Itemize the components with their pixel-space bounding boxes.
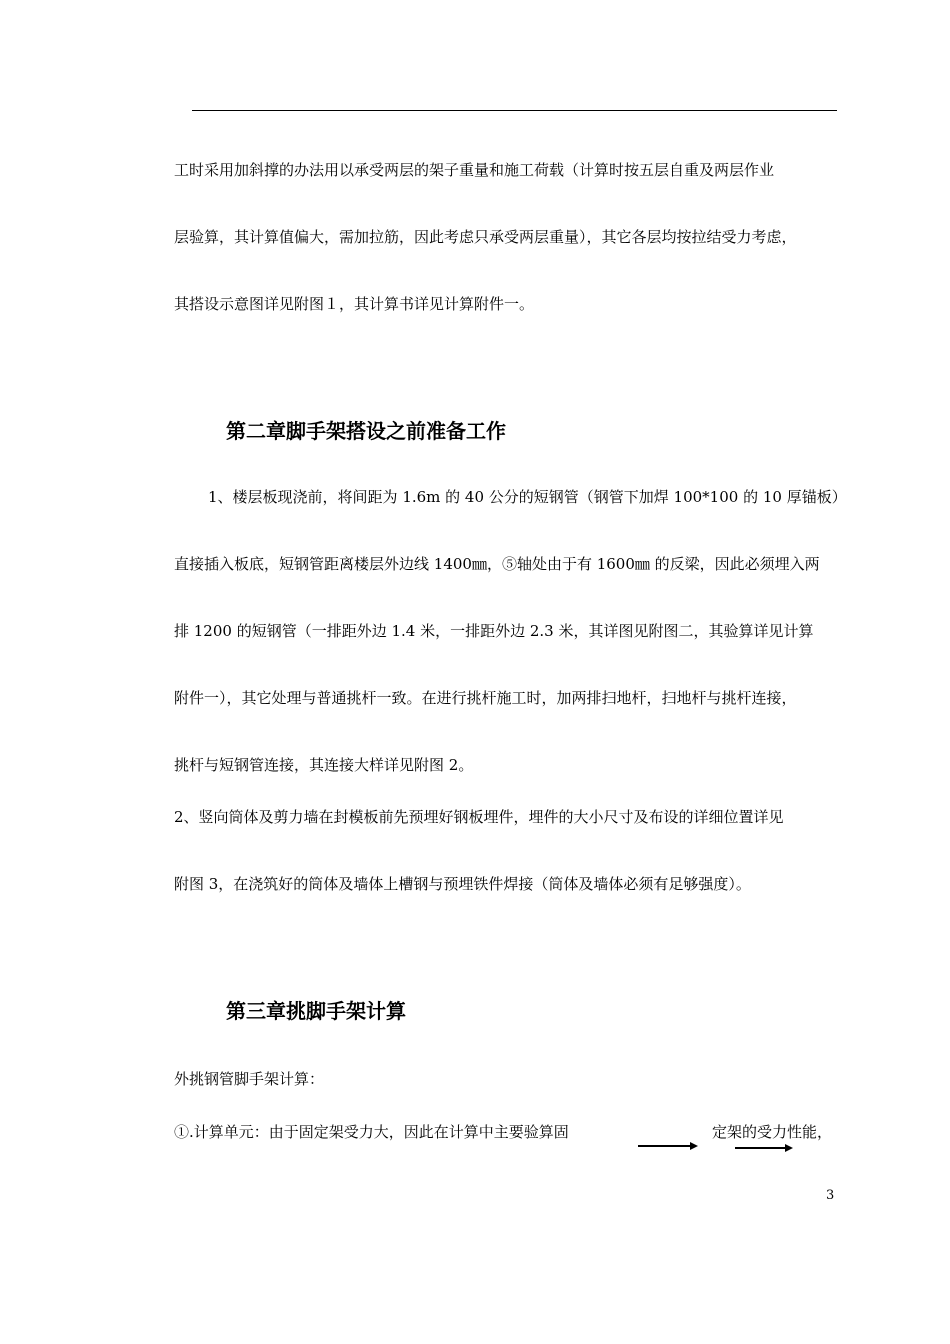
intro-line-2: 层验算，其计算值偏大，需加拉筋，因此考虑只承受两层重量），其它各层均按拉结受力考虑， — [174, 228, 797, 246]
calc-unit-text-left: ①.计算单元：由于固定架受力大，因此在计算中主要验算固 — [174, 1123, 569, 1141]
ch2-item1-line-5: 挑杆与短钢管连接，其连接大样详见附图 2。 — [174, 756, 474, 774]
ch2-item1-line-2: 直接插入板底，短钢管距离楼层外边线 1400㎜，⑤轴处由于有 1600㎜ 的反梁，因此必须埋入两 — [174, 555, 820, 573]
chapter3-title: 第三章挑脚手架计算 — [226, 999, 406, 1023]
chapter2-title: 第二章脚手架搭设之前准备工作 — [226, 419, 506, 443]
ch2-item2-line-2: 附图 3，在浇筑好的筒体及墙体上槽钢与预埋铁件焊接（筒体及墙体必须有足够强度）。 — [174, 875, 751, 893]
calc-unit-text-right: 定架的受力性能， — [712, 1123, 833, 1141]
ch2-item1-line-4: 附件一），其它处理与普通挑杆一致。在进行挑杆施工时，加两排扫地杆，扫地杆与挑杆连接， — [174, 689, 797, 707]
page-number: 3 — [826, 1188, 835, 1203]
header-rule — [192, 110, 837, 111]
intro-line-3: 其搭设示意图详见附图１，其计算书详见计算附件一。 — [174, 295, 535, 313]
ch2-item1-line-3: 排 1200 的短钢管（一排距外边 1.4 米，一排距外边 2.3 米，其详图见附图二，其验算详见计算 — [174, 622, 814, 640]
ch2-item2-line-1: 2、竖向筒体及剪力墙在封模板前先预埋好钢板埋件，埋件的大小尺寸及布设的详细位置详见 — [174, 808, 784, 826]
right-arrow-icon — [638, 1140, 698, 1152]
right-arrow-icon — [735, 1142, 793, 1154]
ch3-subtitle: 外挑钢管脚手架计算： — [174, 1070, 325, 1088]
intro-line-1: 工时采用加斜撑的办法用以承受两层的架子重量和施工荷载（计算时按五层自重及两层作业 — [174, 161, 775, 179]
ch2-item1-line-1: 1、楼层板现浇前，将间距为 1.6m 的 40 公分的短钢管（钢管下加焊 100*100 的 10 厚锚板） — [208, 488, 847, 506]
